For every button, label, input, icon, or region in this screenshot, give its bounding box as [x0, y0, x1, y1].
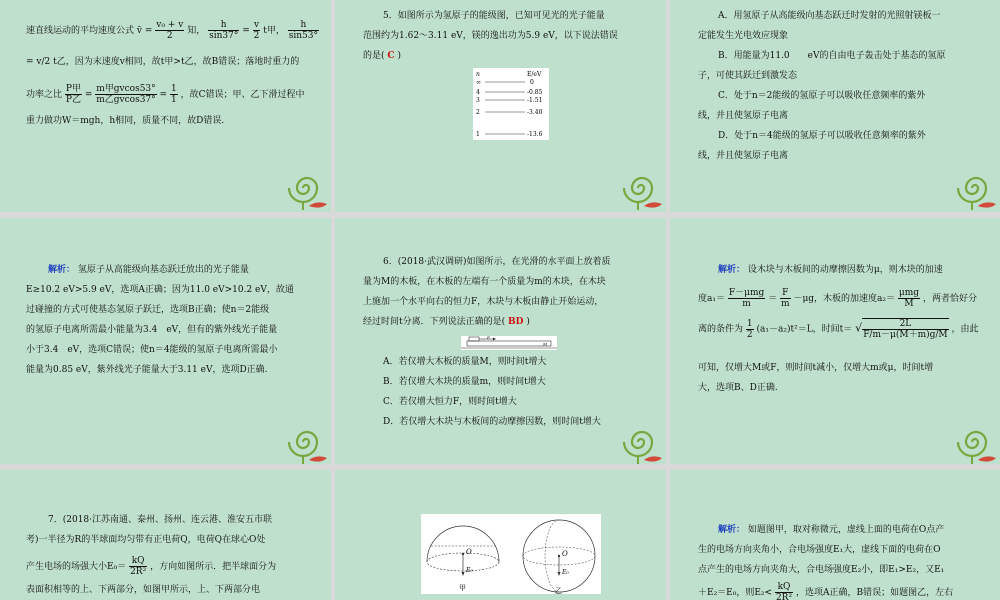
slide7-q3 — [26, 556, 328, 577]
fraction — [775, 582, 793, 600]
field-label-right: E₀ — [562, 569, 569, 576]
slide3-option-d1: D．处于n＝4能级的氢原子可以吸收任意频率的紫外 — [718, 131, 926, 141]
caption-right: 乙 — [555, 587, 562, 594]
text-segment: ＋E₂＝E₀，则E₂< — [698, 588, 773, 598]
slide2-q2: 范围约为1.62～3.11 eV，镁的逸出功为5.9 eV，以下说法错误 — [363, 31, 618, 41]
level-e: -1.51 — [527, 97, 543, 104]
energy-level-diagram — [473, 68, 549, 140]
slide5-q4 — [363, 312, 663, 332]
slide-6[interactable] — [670, 218, 1000, 464]
force-label: F — [487, 336, 490, 340]
slide6-l5: 大，选项B、D正确. — [698, 383, 778, 393]
text-segment: 知， — [187, 26, 206, 36]
slide6-l3 — [698, 318, 998, 340]
numerator: h — [208, 20, 239, 31]
snail-decoration-icon — [283, 160, 331, 210]
text-segment: = — [84, 90, 93, 100]
numerator: F — [780, 288, 791, 299]
fraction — [95, 84, 156, 105]
center-label-right: O — [562, 550, 568, 558]
field-arrowhead-left — [462, 572, 465, 576]
slide9-l1 — [718, 520, 998, 540]
denominator: m — [781, 299, 790, 309]
slide-4[interactable] — [0, 218, 331, 464]
level-e: -3.40 — [527, 109, 543, 116]
numerator: v — [253, 20, 260, 30]
slide7-q1: 7．(2018·江苏南通、泰州、扬州、连云港、淮安五市联 — [48, 515, 273, 525]
level-n: ∞ — [476, 79, 481, 86]
numerator: kQ — [129, 556, 147, 567]
level-n: 1 — [476, 131, 480, 138]
slide3-option-b1: B．用能量为11.0 eV的自由电子轰击处于基态的氢原 — [718, 51, 946, 61]
fraction — [129, 556, 147, 577]
analysis-label: 解析： — [718, 265, 746, 275]
denominator: 2 — [166, 31, 173, 41]
text-segment: 设木块与木板间的动摩擦因数为μ，则木块的加速 — [747, 265, 943, 275]
slide4-l4: 的氢原子电离所需最小能量为3.4 eV，但有的紫外线光子能量 — [26, 325, 278, 335]
numerator: 1 — [746, 318, 753, 329]
text-segment: ，故C错误；甲、乙下滑过程中 — [180, 90, 305, 100]
slide4-l2: E≥10.2 eV>5.9 eV，选项A正确；因为11.0 eV>10.2 eV，故通 — [26, 285, 294, 295]
slide4-l3: 过碰撞的方式可使基态氢原子跃迁，选项B正确；使n＝2能级 — [26, 305, 270, 315]
board-shape — [467, 341, 551, 346]
slide-9[interactable] — [670, 470, 1000, 600]
numerator: F－μmg — [728, 288, 765, 298]
fraction — [746, 319, 754, 340]
slide1-line2: = v/2 t乙，因为末速度v相同，故t甲>t乙，故B错误；落地时重力的 — [26, 57, 300, 67]
slide-2[interactable] — [335, 0, 666, 212]
block-board-diagram — [461, 336, 557, 350]
denominator: 2R² — [775, 593, 793, 600]
fraction — [253, 20, 261, 41]
text-segment: ＝ — [768, 294, 778, 304]
slide-1[interactable] — [0, 0, 331, 212]
level-n: 4 — [476, 89, 480, 96]
slide5-option-a: A．若仅增大木板的质量M，则时间t增大 — [383, 357, 547, 367]
denominator: 2R² — [130, 567, 147, 577]
slide5-option-b: B．若仅增大木块的质量m，则时间t增大 — [383, 377, 546, 387]
text-segment: 度a₁＝ — [698, 294, 725, 304]
fraction — [170, 84, 178, 105]
n-axis-label: n — [476, 71, 480, 78]
slide5-q3: 上施加一个水平向右的恒力F，木块与木板由静止开始运动， — [363, 297, 604, 307]
slide4-l5: 小于3.4 eV，选项C错误；使n＝4能级的氢原子电离所需最小 — [26, 345, 278, 355]
denominator: sin37° — [209, 31, 239, 41]
denominator: 1 — [170, 95, 177, 105]
slide-8[interactable] — [335, 470, 666, 600]
denominator: 2 — [746, 329, 753, 340]
slide3-option-c1: C．处于n＝2能级的氢原子可以吸收任意频率的紫外 — [718, 91, 926, 101]
text-segment: 速直线运动的平均速度公式 — [26, 26, 135, 36]
sqrt-sign: √ — [855, 321, 863, 335]
numerator: h — [288, 20, 319, 31]
text-segment: ，方向如图所示．把半球面分为 — [150, 562, 277, 572]
numerator: m甲gvcos53° — [96, 84, 156, 94]
force-arrowhead — [493, 338, 496, 341]
level-n: 3 — [476, 97, 480, 104]
denominator: sin53° — [288, 31, 318, 41]
field-arrowhead-right — [558, 572, 561, 576]
slide1-line4: 重力做功W＝mgh，h相同，质量不同，故D错误. — [26, 116, 225, 126]
text-segment: = — [242, 26, 250, 36]
text-segment: ，选项A正确，B错误；如题图乙，左右 — [795, 588, 954, 598]
e-axis-label: E/eV — [527, 71, 542, 78]
slide2-q1: 5．如图所示为氢原子的能级图，已知可见光的光子能量 — [383, 11, 605, 21]
board-mass-label: M — [543, 341, 548, 347]
slide7-q4: 表面积相等的上、下两部分，如图甲所示，上、下两部分电 — [26, 585, 261, 595]
denominator: m乙gvcos37° — [96, 95, 156, 105]
slide2-q3 — [363, 46, 663, 66]
snail-decoration-icon — [952, 414, 1000, 464]
denominator: P乙 — [65, 95, 81, 105]
text-segment: 经过时间t分离．下列说法正确的是( — [363, 317, 506, 327]
text-segment: (a₁－a₂)t²＝L，时间t＝ — [756, 324, 853, 335]
slide1-line1 — [26, 20, 326, 41]
block-shape — [469, 337, 479, 341]
fraction — [898, 288, 920, 309]
denominator: 2 — [253, 31, 260, 41]
levels-group — [476, 79, 543, 138]
fraction — [65, 84, 82, 105]
slide9-l2: 生的电场方向夹角小，合电场强度E₁大，虚线下面的电荷在O — [698, 545, 941, 555]
numerator: kQ — [775, 582, 793, 593]
analysis-label: 解析： — [718, 525, 746, 535]
level-e: -0.85 — [527, 89, 543, 96]
numerator: 1 — [170, 84, 177, 94]
slide3-option-a1: A．用氢原子从高能级向基态跃迁时发射的光照射镁板一 — [718, 11, 941, 21]
snail-decoration-icon — [283, 414, 331, 464]
caption-left: 甲 — [459, 584, 466, 592]
denominator: M — [904, 299, 914, 309]
slide-3[interactable] — [670, 0, 1000, 212]
fraction — [862, 318, 948, 340]
answer-mark: C — [387, 51, 395, 61]
answer-mark: BD — [508, 317, 524, 327]
hemisphere-diagram — [421, 514, 601, 594]
sphere-meridian-right — [545, 520, 559, 592]
slide-7[interactable] — [0, 470, 331, 600]
slide4-l1 — [48, 260, 328, 280]
fraction — [728, 288, 765, 309]
slide3-option-d2: 线，并且使氢原子电离 — [698, 151, 789, 161]
slide3-option-b2: 子，可使其跃迁到激发态 — [698, 71, 798, 81]
level-e: -13.6 — [527, 131, 543, 138]
field-label-left: E₀ — [466, 567, 473, 574]
slide6-l4: 可知，仅增大M或F，则时间t减小，仅增大m或μ，时间t增 — [698, 363, 934, 373]
slide5-option-c: C．若仅增大恒力F，则时间t增大 — [383, 397, 517, 407]
slide5-q1: 6．(2018·武汉调研)如图所示，在光滑的水平面上放着质 — [383, 257, 611, 267]
numerator: μmg — [898, 288, 920, 298]
slide6-l1 — [718, 260, 998, 280]
denominator: m — [742, 299, 751, 309]
text-segment: = — [159, 90, 168, 100]
fraction — [780, 288, 791, 309]
slide-5[interactable] — [335, 218, 666, 464]
text-segment: v̄ = — [136, 26, 153, 36]
slide1-line3 — [26, 84, 326, 105]
slide5-q2: 量为M的木板，在木板的左端有一个质量为m的木块，在木块 — [363, 277, 606, 287]
snail-decoration-icon — [618, 414, 666, 464]
text-segment: t甲， — [263, 26, 285, 36]
snail-decoration-icon — [952, 160, 1000, 210]
slide6-l2 — [698, 288, 998, 309]
numerator: 2L — [862, 319, 948, 330]
slide5-option-d: D．若仅增大木块与木板间的动摩擦因数，则时间t增大 — [383, 417, 601, 427]
text-segment: 功率之比 — [26, 90, 63, 100]
text-segment: 产生电场的场强大小E₀＝ — [26, 562, 127, 572]
text-segment: ) — [397, 51, 401, 61]
fraction — [208, 20, 239, 41]
slide3-option-c2: 线，并且使氢原子电离 — [698, 111, 789, 121]
slide9-l4 — [698, 582, 998, 600]
center-label-left: O — [466, 548, 472, 556]
slide4-l6: 能量为0.85 eV，紫外线光子能量大于3.11 eV，选项D正确. — [26, 365, 268, 375]
fraction — [288, 20, 319, 41]
numerator: v₀ + v — [156, 20, 184, 30]
denominator: F/m－μ(M＋m)g/M — [863, 330, 948, 340]
text-segment: ，由此 — [951, 324, 979, 335]
text-segment: －μg，木板的加速度a₂＝ — [793, 294, 896, 304]
fraction — [155, 20, 184, 41]
text-segment: 如题图甲，取对称微元，虚线上面的电荷在O点产 — [747, 525, 945, 535]
text-segment: ) — [526, 317, 530, 327]
text-segment: 的是( — [363, 51, 385, 61]
slide7-q2: 考)一半径为R的半球面均匀带有正电荷Q，电荷Q在球心O处 — [26, 535, 266, 545]
text-segment: ，两者恰好分 — [922, 294, 977, 304]
numerator: P甲 — [65, 84, 81, 94]
level-n: 2 — [476, 109, 480, 116]
slide3-option-a2: 定能发生光电效应现象 — [698, 31, 789, 41]
text-segment: 离的条件为 — [698, 324, 744, 335]
level-e: 0 — [530, 79, 534, 86]
snail-decoration-icon — [618, 160, 666, 210]
slide9-l3: 点产生的电场方向夹角大，合电场强度E₂小，即E₁>E₂，又E₁ — [698, 565, 945, 575]
analysis-label: 解析： — [48, 265, 76, 275]
text-segment: 氢原子从高能级向基态跃迁放出的光子能量 — [77, 265, 249, 275]
